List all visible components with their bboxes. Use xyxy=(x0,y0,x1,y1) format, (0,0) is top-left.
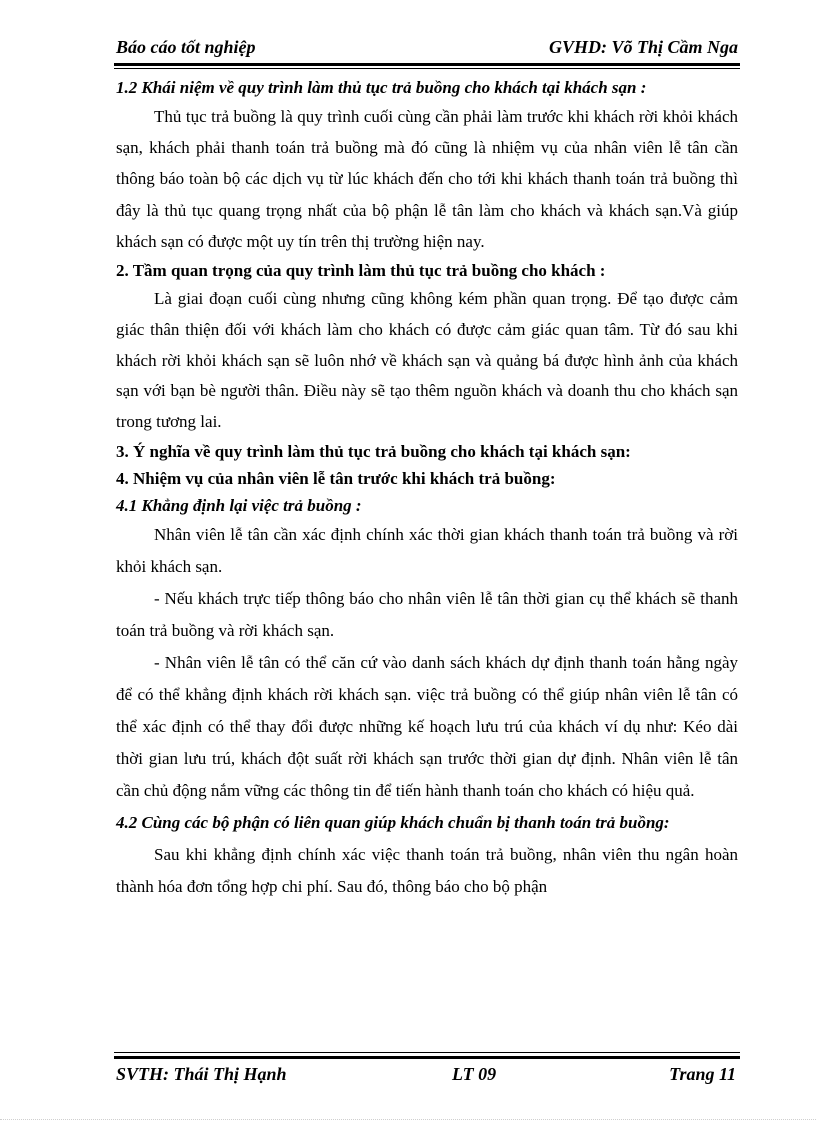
paragraph-4-1-a: Nhân viên lễ tân cần xác định chính xác thời gian khách thanh toán trả buồng và rời khỏi khách sạn. xyxy=(116,525,738,576)
heading-4: 4. Nhiệm vụ của nhân viên lễ tân trước khi khách trả buồng: xyxy=(116,469,556,488)
footer-page-number: Trang 11 xyxy=(669,1064,736,1084)
paragraph-1-2: Thủ tục trả buồng là quy trình cuối cùng cần phải làm trước khi khách rời khỏi khách sạn, khách phải thanh toán trả buồng mà đó cũng là nhiệm vụ của nhân viên lễ tân cần thông báo toàn bộ các dịch vụ từ lúc khách đến cho tới khi khách thanh toán trả buồng thì đây là thủ tục quang trọng nhất của bộ phận lễ tân làm cho khách và khách sạn.Và giúp khách sạn có được một uy tín trên thị trường hiện nay. xyxy=(116,107,738,251)
header-rule-thick xyxy=(114,63,740,66)
footer-class: LT 09 xyxy=(452,1064,497,1084)
paragraph-4-1-c: - Nhân viên lễ tân có thể căn cứ vào danh sách khách dự định thanh toán hằng ngày để có thể khẳng định khách rời khách sạn. việc trả buồng có thể giúp nhân viên lễ tân có thể xác định có thể thay đổi được những kế hoạch lưu trú của khách ví dụ như: Kéo dài thời gian lưu trú, khách đột suất rời khách sạn trước thời gian dự định. Nhân viên lễ tân cần chủ động nắm vững các thông tin để tiến hành thanh toán cho khách có hiệu quả. xyxy=(116,653,738,800)
heading-4-2: 4.2 Cùng các bộ phận có liên quan giúp khách chuẩn bị thanh toán trả buồng: xyxy=(116,813,670,832)
paragraph-4-1-b: - Nếu khách trực tiếp thông báo cho nhân viên lễ tân thời gian cụ thể khách sẽ thanh toán trả buồng và rời khách sạn. xyxy=(116,589,738,640)
paragraph-4-2: Sau khi khẳng định chính xác việc thanh toán trả buồng, nhân viên thu ngân hoàn thành hóa đơn tổng hợp chi phí. Sau đó, thông báo cho bộ phận xyxy=(116,845,738,896)
footer-rule-thick xyxy=(114,1056,740,1059)
heading-3: 3. Ý nghĩa về quy trình làm thủ tục trả buồng cho khách tại khách sạn: xyxy=(116,442,631,461)
paragraph-2: Là giai đoạn cuối cùng nhưng cũng không kém phần quan trọng. Để tạo được cảm giác thân thiện đối với khách làm cho khách có được cảm giác quan tâm. Từ đó sau khi khách rời khỏi khách sạn sẽ luôn nhớ về khách sạn và quảng bá được hình ảnh của khách sạn với bạn bè người thân. Điều này sẽ tạo thêm nguồn khách và doanh thu cho khách sạn trong tương lai. xyxy=(116,289,738,432)
footer-student: SVTH: Thái Thị Hạnh xyxy=(116,1064,287,1084)
page-footer xyxy=(116,1063,736,1085)
page-edge-divider xyxy=(0,1119,816,1120)
footer-rule-thin xyxy=(114,1052,740,1053)
page-body xyxy=(116,74,738,903)
header-rule-thin xyxy=(114,68,740,69)
header-report-title: Báo cáo tốt nghiệp xyxy=(116,37,256,57)
header-supervisor: GVHD: Võ Thị Cầm Nga xyxy=(548,37,738,57)
heading-1-2: 1.2 Khái niệm về quy trình làm thủ tục trả buồng cho khách tại khách sạn : xyxy=(116,78,647,97)
heading-4-1: 4.1 Khẳng định lại việc trả buồng : xyxy=(116,496,362,515)
heading-2: 2. Tầm quan trọng của quy trình làm thủ tục trả buồng cho khách : xyxy=(116,261,606,281)
page-header xyxy=(116,36,738,58)
